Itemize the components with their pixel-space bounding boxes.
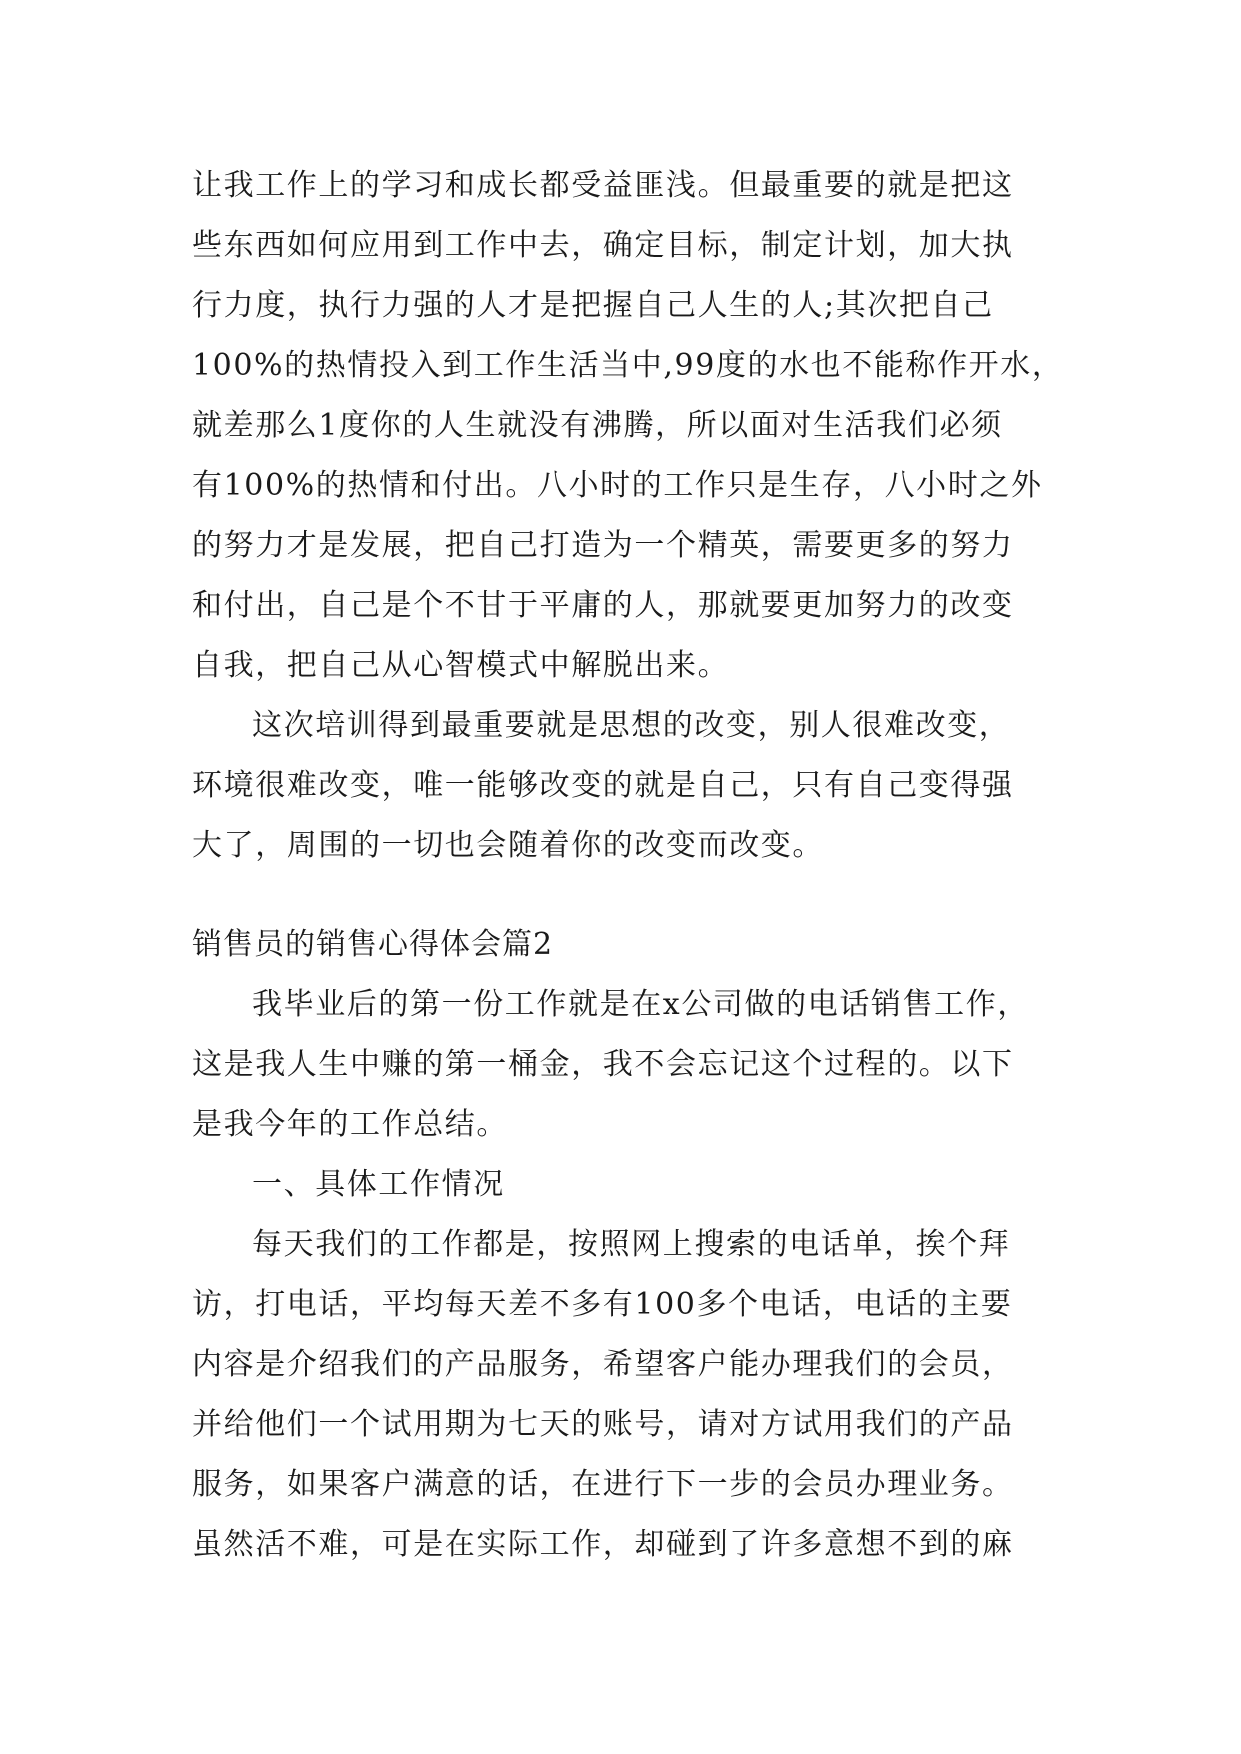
- text-line: 这次培训得到最重要就是思想的改变，别人很难改变，: [252, 708, 1011, 743]
- text-line: 访，打电话，平均每天差不多有100多个电话，电话的主要: [192, 1287, 1013, 1322]
- text-line: 和付出，自己是个不甘于平庸的人，那就要更加努力的改变: [192, 588, 1014, 623]
- text-line: 的努力才是发展，把自己打造为一个精英，需要更多的努力: [192, 528, 1014, 563]
- text-line: 大了，周围的一切也会随着你的改变而改变。: [192, 828, 824, 863]
- section-heading: 销售员的销售心得体会篇2: [192, 927, 554, 962]
- text-line: 服务，如果客户满意的话，在进行下一步的会员办理业务。: [192, 1467, 1014, 1502]
- text-line: 100%的热情投入到工作生活当中,99度的水也不能称作开水，: [192, 348, 1064, 383]
- text-line: 自我，把自己从心智模式中解脱出来。: [192, 648, 730, 683]
- text-line: 就差那么1度你的人生就没有沸腾，所以面对生活我们必须: [192, 408, 1003, 443]
- text-line: 这是我人生中赚的第一桶金，我不会忘记这个过程的。以下: [192, 1047, 1014, 1082]
- text-line: 行力度，执行力强的人才是把握自己人生的人;其次把自己: [192, 288, 994, 323]
- text-line: 是我今年的工作总结。: [192, 1107, 508, 1142]
- text-line: 内容是介绍我们的产品服务，希望客户能办理我们的会员，: [192, 1347, 1014, 1382]
- text-line: 环境很难改变，唯一能够改变的就是自己，只有自己变得强: [192, 768, 1014, 803]
- text-line: 我毕业后的第一份工作就是在x公司做的电话销售工作，: [252, 987, 1029, 1022]
- subheading: 一、具体工作情况: [252, 1167, 505, 1202]
- text-line: 每天我们的工作都是，按照网上搜索的电话单，挨个拜: [252, 1227, 1011, 1262]
- text-line: 有100%的热情和付出。八小时的工作只是生存，八小时之外: [192, 468, 1043, 503]
- text-line: 虽然活不难，可是在实际工作，却碰到了许多意想不到的麻: [192, 1527, 1014, 1562]
- text-line: 让我工作上的学习和成长都受益匪浅。但最重要的就是把这: [192, 168, 1014, 203]
- text-line: 并给他们一个试用期为七天的账号，请对方试用我们的产品: [192, 1407, 1014, 1442]
- text-line: 些东西如何应用到工作中去，确定目标，制定计划，加大执: [192, 228, 1014, 263]
